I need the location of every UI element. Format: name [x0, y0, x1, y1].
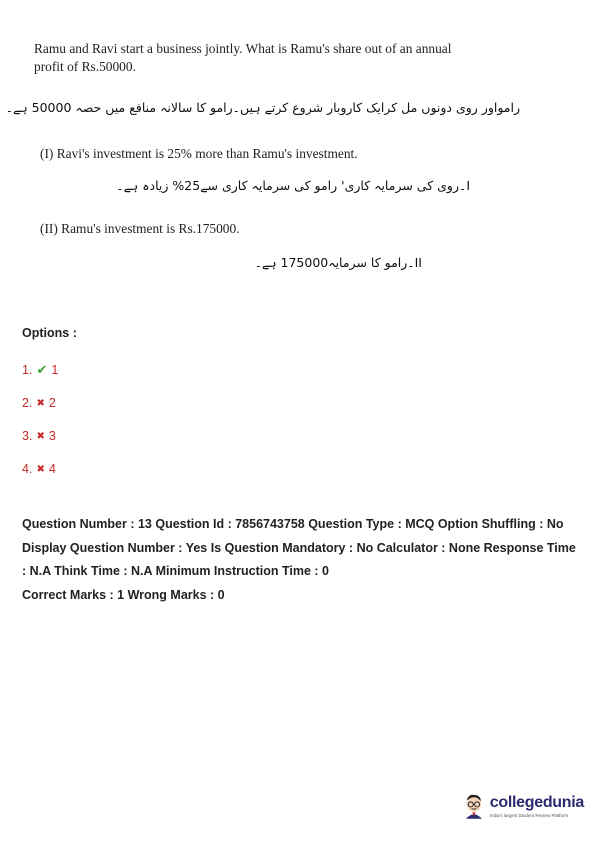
check-icon: ✔ — [36, 362, 48, 377]
option-value: 4 — [48, 462, 56, 476]
option-value: 2 — [48, 396, 56, 410]
option-1[interactable] — [22, 362, 58, 378]
cross-icon: ✖ — [36, 397, 45, 409]
option-4[interactable] — [22, 462, 56, 476]
marks-info: Correct Marks : 1 Wrong Marks : 0 — [22, 588, 225, 602]
option-2[interactable] — [22, 396, 56, 410]
mascot-icon — [462, 789, 486, 823]
option-number: 1. — [22, 363, 33, 377]
question-text-urdu: رامواور روی دونوں مل کرایک کاروبار شروع کرتے ہیں۔رامو کا سالانہ منافع میں حصہ 50000 ہے۔ — [5, 100, 520, 115]
statement-2-english: (II) Ramu's investment is Rs.175000. — [40, 221, 240, 236]
option-3[interactable] — [22, 429, 56, 443]
question-metadata: Question Number : 13 Question Id : 7856743758 Question Type : MCQ Option Shuffling : No Display Question Number : Yes Is Question Mandatory : No Calculator : None Response Time : N.A Think Time : N.A Minimum Instruction Time : 0 — [22, 517, 576, 578]
statement-1-urdu: I۔روی کی سرمایہ کاری' رامو کی سرمایہ کاری سے25% زیادہ ہے۔ — [116, 178, 470, 193]
options-label: Options : — [22, 326, 77, 340]
option-value: 1 — [51, 363, 59, 377]
option-number: 2. — [22, 396, 33, 410]
statement-1-english: (I) Ravi's investment is 25% more than Ramu's investment. — [40, 146, 358, 161]
option-number: 3. — [22, 429, 33, 443]
statement-2-urdu: II۔رامو کا سرمایہ175000 ہے۔ — [254, 255, 422, 270]
option-number: 4. — [22, 462, 33, 476]
option-value: 3 — [48, 429, 56, 443]
logo-name: collegedunia — [489, 794, 584, 811]
cross-icon: ✖ — [36, 463, 45, 475]
logo-tagline: India's largest Student Review Platform — [489, 813, 569, 818]
question-text-english: Ramu and Ravi start a business jointly. What is Ramu's share out of an annual profit of Rs.50000. — [34, 41, 452, 74]
collegedunia-logo — [462, 786, 584, 826]
cross-icon: ✖ — [36, 430, 45, 442]
